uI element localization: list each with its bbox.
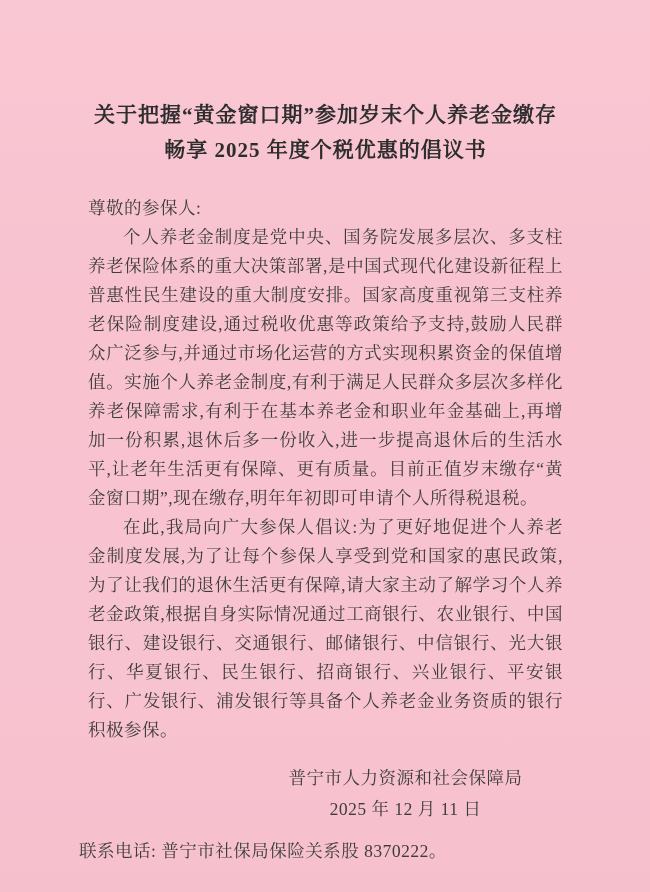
signature-org: 普宁市人力资源和社会保障局: [288, 768, 523, 788]
body-paragraph-1: 个人养老金制度是党中央、国务院发展多层次、多支柱养老保险体系的重大决策部署,是中国式现代化建设新征程上普惠性民生建设的重大制度安排。国家高度重视第三支柱养老保险制度建设,通过税收优惠等政策给予支持,鼓励人民群众广泛参与,并通过市场化运营的方式实现积累资金的保值增值。实施个人养老金制度,有利于满足人民群众多层次多样化养老保障需求,有利于在基本养老金和职业年金基础上,再增加一份积累,退休后多一份收入,进一步提高退休后的生活水平,让老年生活更有保障、更有质量。目前正值岁末缴存“黄金窗口期”,现在缴存,明年年初即可申请个人所得税退税。: [88, 227, 563, 508]
signature-date: 2025 年 12 月 11 日: [329, 799, 482, 819]
document-body: [88, 194, 563, 745]
title-line-1: 关于把握“黄金窗口期”参加岁末个人养老金缴存: [94, 103, 557, 127]
title-line-2: 畅享 2025 年度个税优惠的倡议书: [164, 138, 487, 162]
document-title: [88, 98, 563, 168]
signature-block: [278, 763, 533, 825]
salutation: 尊敬的参保人:: [88, 198, 202, 218]
body-paragraph-2: 在此,我局向广大参保人倡议:为了更好地促进个人养老金制度发展,为了让每个参保人享受到党和国家的惠民政策,为了让我们的退休生活更有保障,请大家主动了解学习个人养老金政策,根据自身实际情况通过工商银行、农业银行、中国银行、建设银行、交通银行、邮储银行、中信银行、光大银行、华夏银行、民生银行、招商银行、兴业银行、平安银行、广发银行、浦发银行等具备个人养老金业务资质的银行积极参保。: [88, 517, 563, 740]
contact-line: 联系电话: 普宁市社保局保险关系股 8370222。: [79, 841, 447, 861]
